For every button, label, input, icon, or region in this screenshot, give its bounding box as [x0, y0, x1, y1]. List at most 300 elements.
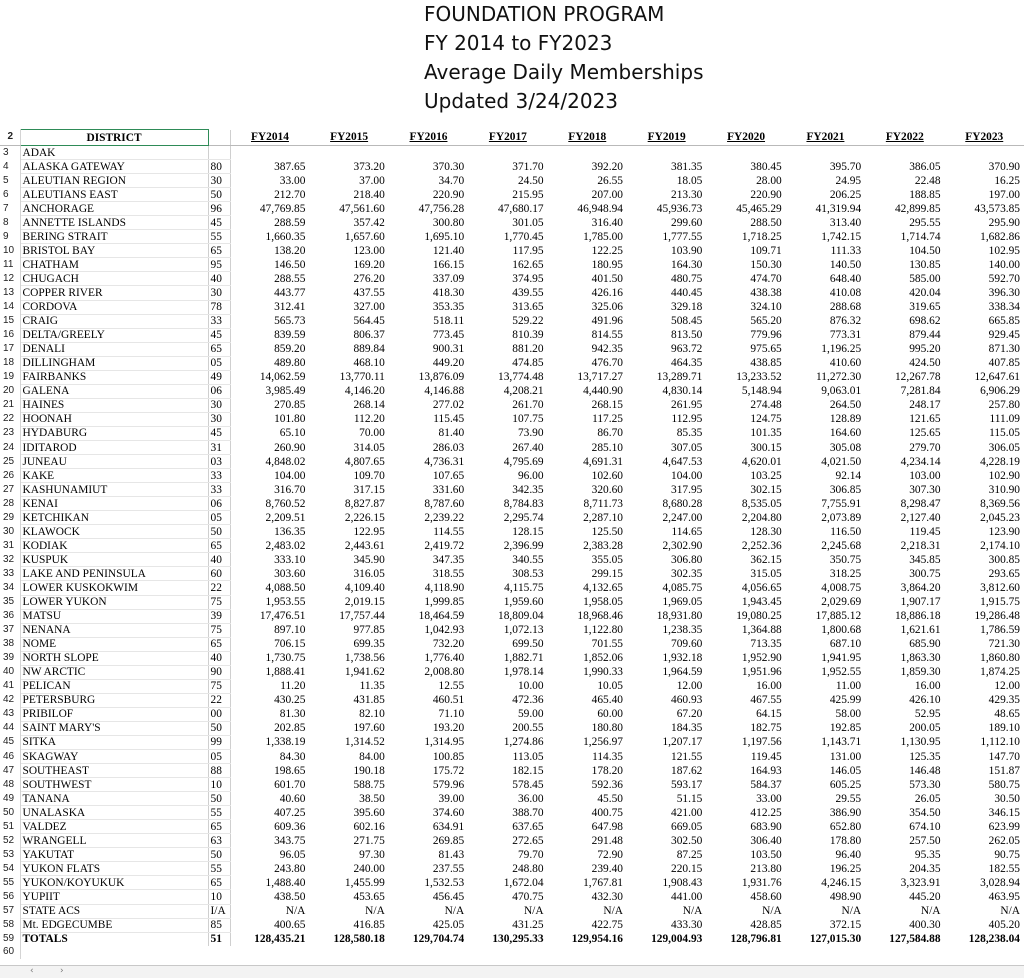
- adm-value-cell[interactable]: 623.99: [988, 820, 1020, 833]
- district-name-cell[interactable]: MATSU: [20, 609, 208, 623]
- adm-value-cell[interactable]: 1,207.17: [662, 736, 703, 749]
- adm-value-cell[interactable]: N/A: [920, 905, 941, 918]
- adm-value-cell[interactable]: 313.40: [829, 216, 862, 229]
- adm-value-cell[interactable]: 1,314.52: [344, 736, 385, 749]
- adm-value-cell[interactable]: 353.35: [432, 301, 465, 314]
- adm-value-cell[interactable]: 270.85: [274, 399, 306, 412]
- row-number[interactable]: 56: [0, 890, 20, 904]
- adm-value-cell[interactable]: 39.00: [438, 792, 465, 805]
- adm-value-cell[interactable]: 440.45: [671, 286, 703, 299]
- adm-value-cell[interactable]: 1,718.25: [741, 230, 782, 243]
- adm-value-cell[interactable]: 601.70: [274, 778, 306, 791]
- empty-cell[interactable]: [389, 946, 468, 959]
- adm-value-cell[interactable]: 701.55: [591, 638, 623, 651]
- district-code-cell[interactable]: 55: [208, 230, 230, 244]
- adm-value-cell[interactable]: 342.35: [512, 483, 544, 496]
- district-name-cell[interactable]: JUNEAU: [20, 455, 208, 469]
- adm-value-cell[interactable]: 136.35: [274, 525, 306, 538]
- adm-value-cell[interactable]: 354.50: [909, 806, 941, 819]
- adm-value-cell[interactable]: 239.40: [591, 862, 623, 875]
- row-number[interactable]: 52: [0, 834, 20, 848]
- district-name-cell[interactable]: PELICAN: [20, 679, 208, 693]
- adm-value-cell[interactable]: 13,717.27: [577, 371, 623, 384]
- adm-value-cell[interactable]: 508.45: [671, 315, 703, 328]
- adm-value-cell[interactable]: 588.75: [353, 778, 385, 791]
- adm-value-cell[interactable]: 264.50: [829, 399, 862, 412]
- district-code-cell[interactable]: 78: [208, 300, 230, 314]
- adm-value-cell[interactable]: 316.40: [591, 216, 623, 229]
- adm-value-cell[interactable]: 337.09: [432, 272, 465, 285]
- district-name-cell[interactable]: BERING STRAIT: [20, 230, 208, 244]
- adm-value-cell[interactable]: 370.90: [988, 160, 1020, 173]
- adm-value-cell[interactable]: 4,118.90: [424, 581, 465, 594]
- adm-value-cell[interactable]: 584.37: [750, 778, 782, 791]
- adm-value-cell[interactable]: 410.08: [829, 286, 862, 299]
- district-code-cell[interactable]: 55: [208, 806, 230, 820]
- district-name-cell[interactable]: LOWER YUKON: [20, 595, 208, 609]
- adm-value-cell[interactable]: 2,127.40: [900, 511, 941, 524]
- adm-value-cell[interactable]: 11.20: [280, 680, 306, 693]
- district-name-cell[interactable]: NW ARCTIC: [20, 665, 208, 679]
- district-name-cell[interactable]: YUKON FLATS: [20, 862, 208, 876]
- adm-value-cell[interactable]: 333.10: [274, 553, 306, 566]
- adm-value-cell[interactable]: 306.85: [829, 483, 862, 496]
- adm-value-cell[interactable]: 248.80: [512, 862, 544, 875]
- adm-value-cell[interactable]: 306.05: [988, 441, 1020, 454]
- adm-value-cell[interactable]: 295.55: [909, 216, 941, 229]
- district-name-cell[interactable]: WRANGELL: [20, 834, 208, 848]
- adm-value-cell[interactable]: 103.90: [671, 244, 703, 257]
- adm-value-cell[interactable]: 47,680.17: [498, 202, 544, 215]
- adm-value-cell[interactable]: 420.04: [909, 286, 941, 299]
- adm-value-cell[interactable]: 2,226.15: [344, 511, 385, 524]
- district-name-cell[interactable]: UNALASKA: [20, 806, 208, 820]
- empty-cell[interactable]: [20, 946, 208, 959]
- adm-value-cell[interactable]: 1,672.04: [503, 876, 544, 889]
- adm-value-cell[interactable]: 190.18: [353, 764, 385, 777]
- adm-value-cell[interactable]: 1,714.74: [900, 230, 941, 243]
- adm-value-cell[interactable]: 180.80: [591, 722, 623, 735]
- adm-value-cell[interactable]: 109.71: [750, 244, 782, 257]
- adm-value-cell[interactable]: 101.35: [750, 427, 782, 440]
- adm-value-cell[interactable]: N/A: [523, 905, 544, 918]
- district-code-cell[interactable]: 40: [208, 272, 230, 286]
- adm-value-cell[interactable]: 460.93: [671, 694, 703, 707]
- adm-value-cell[interactable]: [389, 146, 468, 160]
- district-name-cell[interactable]: ALASKA GATEWAY: [20, 160, 208, 174]
- district-name-cell[interactable]: KLAWOCK: [20, 525, 208, 539]
- adm-value-cell[interactable]: 274.48: [750, 399, 782, 412]
- adm-value-cell[interactable]: 1,256.97: [583, 736, 623, 749]
- adm-value-cell[interactable]: 164.30: [671, 258, 703, 271]
- adm-value-cell[interactable]: 2,247.00: [662, 511, 703, 524]
- adm-value-cell[interactable]: 96.00: [517, 469, 544, 482]
- adm-value-cell[interactable]: 29.55: [835, 792, 862, 805]
- empty-cell[interactable]: [945, 946, 1024, 959]
- adm-value-cell[interactable]: 64.15: [756, 708, 782, 721]
- adm-value-cell[interactable]: 146.05: [829, 764, 862, 777]
- adm-value-cell[interactable]: 4,146.88: [424, 385, 465, 398]
- adm-value-cell[interactable]: 213.30: [671, 188, 703, 201]
- adm-value-cell[interactable]: 465.40: [591, 694, 623, 707]
- row-number[interactable]: 60: [0, 946, 20, 959]
- adm-value-cell[interactable]: 412.25: [750, 806, 782, 819]
- adm-value-cell[interactable]: 685.90: [909, 638, 941, 651]
- adm-value-cell[interactable]: 102.95: [988, 244, 1020, 257]
- adm-value-cell[interactable]: 1,621.61: [900, 624, 941, 637]
- adm-value-cell[interactable]: 261.95: [671, 399, 703, 412]
- adm-value-cell[interactable]: 128,238.04: [968, 932, 1020, 945]
- district-code-cell[interactable]: 31: [208, 440, 230, 454]
- adm-value-cell[interactable]: 308.53: [512, 567, 544, 580]
- adm-value-cell[interactable]: 1,978.14: [503, 666, 544, 679]
- district-name-cell[interactable]: GALENA: [20, 384, 208, 398]
- district-name-cell[interactable]: DELTA/GREELY: [20, 328, 208, 342]
- adm-value-cell[interactable]: 301.05: [512, 216, 544, 229]
- adm-value-cell[interactable]: 300.80: [432, 216, 465, 229]
- adm-value-cell[interactable]: 410.60: [829, 357, 862, 370]
- adm-value-cell[interactable]: 357.42: [353, 216, 385, 229]
- adm-value-cell[interactable]: 111.09: [989, 413, 1020, 426]
- adm-value-cell[interactable]: 425.05: [432, 919, 465, 932]
- adm-value-cell[interactable]: 431.85: [353, 694, 385, 707]
- adm-value-cell[interactable]: 19,286.48: [974, 610, 1020, 623]
- row-number[interactable]: 31: [0, 539, 20, 553]
- adm-value-cell[interactable]: 1,488.40: [265, 876, 306, 889]
- adm-value-cell[interactable]: 732.20: [432, 638, 465, 651]
- adm-value-cell[interactable]: 2,045.23: [980, 511, 1020, 524]
- row-number[interactable]: 19: [0, 370, 20, 384]
- adm-value-cell[interactable]: 1,874.25: [980, 666, 1020, 679]
- sheet-tabs-strip[interactable]: [0, 965, 1024, 978]
- adm-value-cell[interactable]: 4,109.40: [344, 581, 385, 594]
- row-number[interactable]: 27: [0, 483, 20, 497]
- adm-value-cell[interactable]: 422.75: [591, 919, 623, 932]
- adm-value-cell[interactable]: 8,369.56: [980, 497, 1020, 510]
- district-name-cell[interactable]: CHATHAM: [20, 258, 208, 272]
- adm-value-cell[interactable]: 86.70: [597, 427, 623, 440]
- adm-value-cell[interactable]: 248.17: [909, 399, 941, 412]
- adm-value-cell[interactable]: 79.70: [517, 848, 544, 861]
- district-name-cell[interactable]: ALEUTIANS EAST: [20, 188, 208, 202]
- empty-cell[interactable]: [627, 946, 706, 959]
- adm-value-cell[interactable]: 42,899.85: [894, 202, 941, 215]
- adm-value-cell[interactable]: 71.10: [438, 708, 465, 721]
- adm-value-cell[interactable]: 470.75: [512, 891, 544, 903]
- adm-value-cell[interactable]: 1,800.68: [821, 624, 862, 637]
- adm-value-cell[interactable]: 407.25: [274, 806, 306, 819]
- adm-value-cell[interactable]: 18,809.04: [498, 610, 544, 623]
- district-code-cell[interactable]: 65: [208, 820, 230, 834]
- district-name-cell[interactable]: Mt. EDGECUMBE: [20, 918, 208, 932]
- adm-value-cell[interactable]: 103.25: [750, 469, 782, 482]
- adm-value-cell[interactable]: 45,936.73: [656, 202, 703, 215]
- adm-value-cell[interactable]: 140.00: [988, 258, 1020, 271]
- adm-value-cell[interactable]: 182.55: [988, 862, 1020, 875]
- adm-value-cell[interactable]: 119.45: [750, 750, 782, 763]
- row-number[interactable]: 41: [0, 679, 20, 693]
- adm-value-cell[interactable]: 4,115.75: [504, 581, 544, 594]
- adm-value-cell[interactable]: 103.50: [750, 848, 782, 861]
- district-code-cell[interactable]: 80: [208, 160, 230, 174]
- adm-value-cell[interactable]: 11,272.30: [816, 371, 862, 384]
- row-number[interactable]: 35: [0, 595, 20, 609]
- adm-value-cell[interactable]: 453.65: [353, 891, 385, 903]
- district-name-cell[interactable]: CRAIG: [20, 314, 208, 328]
- adm-value-cell[interactable]: 128,796.81: [730, 932, 782, 945]
- adm-value-cell[interactable]: 90.75: [994, 848, 1020, 861]
- district-code-cell[interactable]: 65: [208, 539, 230, 553]
- adm-value-cell[interactable]: [230, 146, 309, 160]
- year-header-cell[interactable]: FY2015: [309, 130, 388, 146]
- adm-value-cell[interactable]: 7,755.91: [821, 497, 862, 510]
- district-name-cell[interactable]: SAINT MARY'S: [20, 721, 208, 735]
- district-code-cell[interactable]: 00: [208, 707, 230, 721]
- adm-value-cell[interactable]: 380.45: [750, 160, 782, 173]
- adm-value-cell[interactable]: 1,943.45: [741, 596, 782, 609]
- adm-value-cell[interactable]: 4,691.31: [583, 455, 623, 468]
- adm-value-cell[interactable]: 1,130.95: [900, 736, 941, 749]
- adm-value-cell[interactable]: 1,859.30: [900, 666, 941, 679]
- district-name-cell[interactable]: CORDOVA: [20, 300, 208, 314]
- district-name-cell[interactable]: YAKUTAT: [20, 848, 208, 862]
- adm-value-cell[interactable]: 299.15: [591, 567, 623, 580]
- adm-value-cell[interactable]: N/A: [762, 905, 782, 918]
- adm-value-cell[interactable]: 426.16: [591, 286, 623, 299]
- row-number[interactable]: 44: [0, 721, 20, 735]
- adm-value-cell[interactable]: 1,742.15: [821, 230, 862, 243]
- row-number[interactable]: 6: [0, 188, 20, 202]
- adm-value-cell[interactable]: 1,941.95: [821, 652, 862, 665]
- district-code-cell[interactable]: 50: [208, 525, 230, 539]
- district-name-cell[interactable]: KUSPUK: [20, 553, 208, 567]
- adm-value-cell[interactable]: 175.72: [432, 764, 465, 777]
- row-number[interactable]: 34: [0, 581, 20, 595]
- adm-value-cell[interactable]: 16.00: [914, 680, 941, 693]
- adm-value-cell[interactable]: 9,063.01: [821, 385, 862, 398]
- year-header-cell[interactable]: FY2019: [627, 130, 706, 146]
- adm-value-cell[interactable]: 1,952.90: [741, 652, 782, 665]
- district-name-cell[interactable]: SITKA: [20, 735, 208, 749]
- district-name-cell[interactable]: IDITAROD: [20, 440, 208, 454]
- adm-value-cell[interactable]: [786, 146, 865, 160]
- adm-value-cell[interactable]: 4,736.31: [424, 455, 465, 468]
- district-code-cell[interactable]: 10: [208, 778, 230, 792]
- adm-value-cell[interactable]: 140.50: [829, 258, 862, 271]
- district-name-cell[interactable]: HOONAH: [20, 412, 208, 426]
- adm-value-cell[interactable]: 345.90: [353, 553, 385, 566]
- row-number[interactable]: 39: [0, 651, 20, 665]
- adm-value-cell[interactable]: 637.65: [512, 820, 544, 833]
- adm-value-cell[interactable]: 324.10: [750, 301, 782, 314]
- adm-value-cell[interactable]: 386.90: [829, 806, 862, 819]
- adm-value-cell[interactable]: 204.35: [909, 862, 941, 875]
- adm-value-cell[interactable]: 1,951.96: [741, 666, 782, 679]
- adm-value-cell[interactable]: 1,660.35: [265, 230, 306, 243]
- adm-value-cell[interactable]: 8,535.05: [741, 497, 782, 510]
- adm-value-cell[interactable]: 8,787.60: [424, 497, 465, 510]
- adm-value-cell[interactable]: 518.11: [433, 315, 465, 328]
- adm-value-cell[interactable]: 315.05: [750, 567, 782, 580]
- adm-value-cell[interactable]: 95.35: [914, 848, 941, 861]
- adm-value-cell[interactable]: 87.25: [676, 848, 703, 861]
- adm-value-cell[interactable]: 476.70: [591, 357, 623, 370]
- adm-value-cell[interactable]: 593.17: [671, 778, 703, 791]
- row-number[interactable]: 5: [0, 174, 20, 188]
- adm-value-cell[interactable]: 1,888.41: [265, 666, 306, 679]
- row-number[interactable]: 53: [0, 848, 20, 862]
- adm-value-cell[interactable]: 299.60: [671, 216, 703, 229]
- adm-value-cell[interactable]: 2,218.31: [900, 539, 941, 552]
- adm-value-cell[interactable]: 2,483.02: [265, 539, 306, 552]
- adm-value-cell[interactable]: 121.65: [909, 413, 941, 426]
- adm-value-cell[interactable]: 1,860.80: [980, 652, 1020, 665]
- district-code-cell[interactable]: 30: [208, 174, 230, 188]
- adm-value-cell[interactable]: 1,314.95: [424, 736, 465, 749]
- adm-value-cell[interactable]: 3,864.20: [900, 581, 941, 594]
- adm-value-cell[interactable]: 302.50: [671, 834, 703, 847]
- adm-value-cell[interactable]: 529.22: [512, 315, 544, 328]
- adm-value-cell[interactable]: 123.90: [988, 525, 1020, 538]
- row-number[interactable]: 17: [0, 342, 20, 356]
- district-code-cell[interactable]: 03: [208, 455, 230, 469]
- row-number[interactable]: 36: [0, 609, 20, 623]
- adm-value-cell[interactable]: 198.65: [274, 764, 306, 777]
- adm-value-cell[interactable]: 13,774.48: [498, 371, 544, 384]
- adm-value-cell[interactable]: 1,953.55: [265, 596, 306, 609]
- adm-value-cell[interactable]: 4,620.01: [741, 455, 782, 468]
- adm-value-cell[interactable]: 4,807.65: [344, 455, 385, 468]
- adm-value-cell[interactable]: [548, 146, 627, 160]
- code-header-cell[interactable]: [208, 130, 230, 146]
- adm-value-cell[interactable]: 164.60: [829, 427, 862, 440]
- adm-value-cell[interactable]: 307.30: [909, 483, 941, 496]
- adm-value-cell[interactable]: 288.59: [274, 216, 306, 229]
- district-name-cell[interactable]: STATE ACS: [20, 904, 208, 918]
- adm-value-cell[interactable]: 316.05: [353, 567, 385, 580]
- adm-value-cell[interactable]: 47,756.28: [418, 202, 465, 215]
- district-name-cell[interactable]: SOUTHEAST: [20, 764, 208, 778]
- district-name-cell[interactable]: DENALI: [20, 342, 208, 356]
- adm-value-cell[interactable]: 272.65: [512, 834, 544, 847]
- adm-value-cell[interactable]: 474.70: [750, 272, 782, 285]
- adm-value-cell[interactable]: 1,931.76: [741, 876, 782, 889]
- adm-value-cell[interactable]: 220.90: [750, 188, 782, 201]
- adm-value-cell[interactable]: 430.25: [274, 694, 306, 707]
- adm-value-cell[interactable]: 374.95: [512, 272, 544, 285]
- adm-value-cell[interactable]: 648.40: [829, 272, 862, 285]
- adm-value-cell[interactable]: 262.05: [988, 834, 1020, 847]
- district-name-cell[interactable]: ANNETTE ISLANDS: [20, 216, 208, 230]
- adm-value-cell[interactable]: 395.70: [829, 160, 862, 173]
- year-header-cell[interactable]: FY2016: [389, 130, 468, 146]
- district-code-cell[interactable]: 88: [208, 764, 230, 778]
- adm-value-cell[interactable]: 188.85: [909, 188, 941, 201]
- district-name-cell[interactable]: ALEUTIAN REGION: [20, 174, 208, 188]
- adm-value-cell[interactable]: 889.84: [353, 343, 385, 356]
- adm-value-cell[interactable]: 400.65: [274, 919, 306, 932]
- adm-value-cell[interactable]: 431.25: [512, 919, 544, 932]
- district-name-cell[interactable]: SOUTHWEST: [20, 778, 208, 792]
- adm-value-cell[interactable]: 34.70: [438, 174, 465, 187]
- adm-value-cell[interactable]: [309, 146, 388, 160]
- adm-value-cell[interactable]: 372.15: [829, 919, 862, 932]
- adm-value-cell[interactable]: 24.50: [517, 174, 544, 187]
- empty-cell[interactable]: [468, 946, 547, 959]
- adm-value-cell[interactable]: 2,008.80: [424, 666, 465, 679]
- adm-value-cell[interactable]: 18.05: [676, 174, 703, 187]
- adm-value-cell[interactable]: 585.00: [909, 272, 941, 285]
- adm-value-cell[interactable]: 67.20: [676, 708, 703, 721]
- district-code-cell[interactable]: 50: [208, 721, 230, 735]
- adm-value-cell[interactable]: N/A: [682, 905, 703, 918]
- adm-value-cell[interactable]: 721.30: [988, 638, 1020, 651]
- adm-value-cell[interactable]: 468.10: [353, 357, 385, 370]
- empty-cell[interactable]: [786, 946, 865, 959]
- adm-value-cell[interactable]: 73.90: [517, 427, 544, 440]
- district-code-cell[interactable]: 96: [208, 202, 230, 216]
- adm-value-cell[interactable]: 1,338.19: [265, 736, 306, 749]
- adm-value-cell[interactable]: 713.35: [750, 638, 782, 651]
- adm-value-cell[interactable]: 2,419.72: [424, 539, 465, 552]
- adm-value-cell[interactable]: [627, 146, 706, 160]
- adm-value-cell[interactable]: 125.35: [909, 750, 941, 763]
- adm-value-cell[interactable]: 7,281.84: [900, 385, 941, 398]
- adm-value-cell[interactable]: 18,968.46: [577, 610, 623, 623]
- adm-value-cell[interactable]: 12.55: [438, 680, 465, 693]
- row-number[interactable]: 16: [0, 328, 20, 342]
- district-code-cell[interactable]: 55: [208, 862, 230, 876]
- adm-value-cell[interactable]: 318.25: [829, 567, 862, 580]
- adm-value-cell[interactable]: 197.60: [353, 722, 385, 735]
- adm-value-cell[interactable]: 839.59: [274, 329, 306, 342]
- adm-value-cell[interactable]: 347.35: [432, 553, 465, 566]
- adm-value-cell[interactable]: 647.98: [591, 820, 623, 833]
- adm-value-cell[interactable]: 13,289.71: [656, 371, 703, 384]
- adm-value-cell[interactable]: 268.14: [353, 399, 385, 412]
- row-number[interactable]: 14: [0, 300, 20, 314]
- adm-value-cell[interactable]: 193.20: [432, 722, 465, 735]
- district-code-cell[interactable]: 85: [208, 918, 230, 932]
- adm-value-cell[interactable]: 37.00: [359, 174, 385, 187]
- adm-value-cell[interactable]: 1,941.62: [344, 666, 385, 679]
- adm-value-cell[interactable]: 288.50: [750, 216, 782, 229]
- adm-value-cell[interactable]: 28.00: [756, 174, 782, 187]
- adm-value-cell[interactable]: 243.80: [274, 862, 306, 875]
- row-number[interactable]: 21: [0, 398, 20, 412]
- row-number[interactable]: 20: [0, 384, 20, 398]
- adm-value-cell[interactable]: 121.55: [671, 750, 703, 763]
- empty-cell[interactable]: [548, 946, 627, 959]
- adm-value-cell[interactable]: 306.40: [750, 834, 782, 847]
- adm-value-cell[interactable]: 464.35: [671, 357, 703, 370]
- adm-value-cell[interactable]: 1,776.40: [424, 652, 465, 665]
- adm-value-cell[interactable]: 84.30: [279, 750, 306, 763]
- adm-value-cell[interactable]: 1,969.05: [662, 596, 703, 609]
- adm-value-cell[interactable]: 424.50: [909, 357, 941, 370]
- adm-value-cell[interactable]: 104.00: [274, 469, 306, 482]
- adm-value-cell[interactable]: 609.36: [274, 820, 306, 833]
- row-number[interactable]: 12: [0, 272, 20, 286]
- adm-value-cell[interactable]: 104.00: [671, 469, 703, 482]
- adm-value-cell[interactable]: 47,561.60: [339, 202, 385, 215]
- adm-value-cell[interactable]: 19,080.25: [736, 610, 782, 623]
- adm-value-cell[interactable]: 13,770.11: [339, 371, 385, 384]
- district-code-cell[interactable]: 06: [208, 497, 230, 511]
- adm-value-cell[interactable]: 109.70: [353, 469, 385, 482]
- adm-value-cell[interactable]: 12,267.78: [894, 371, 941, 384]
- adm-value-cell[interactable]: 4,008.75: [821, 581, 862, 594]
